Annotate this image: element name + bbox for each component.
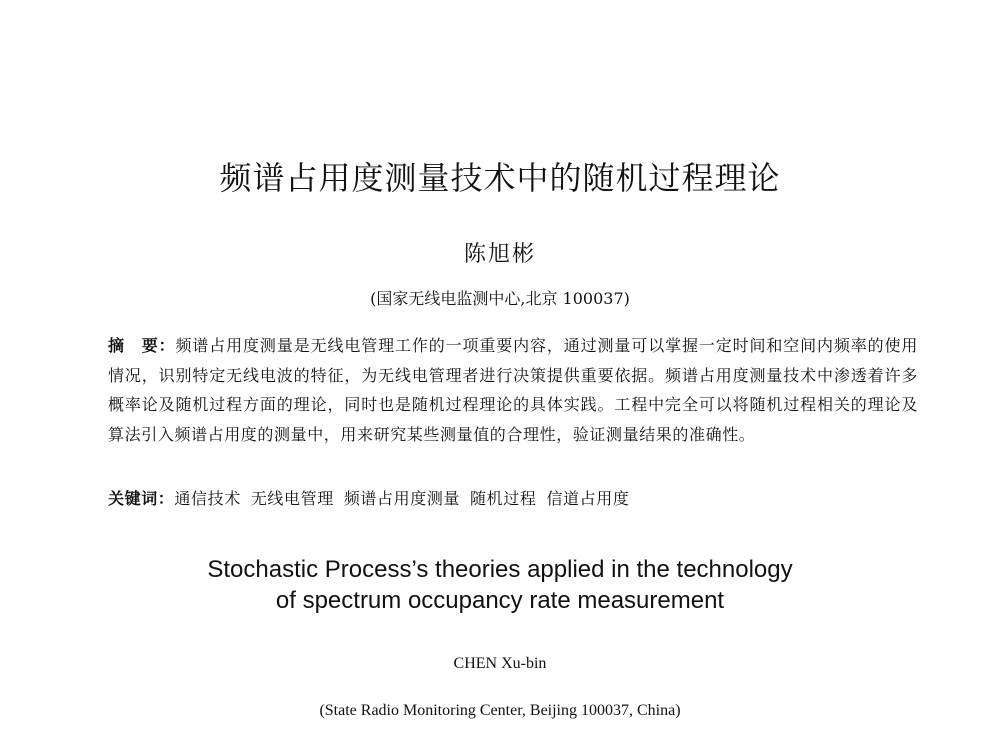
keyword-item: 随机过程: [470, 489, 537, 508]
keyword-item: 信道占用度: [546, 489, 630, 508]
keyword-item: 频谱占用度测量: [343, 489, 461, 508]
affiliation-english: (State Radio Monitoring Center, Beijing 100037, China): [319, 702, 681, 719]
keywords-label: 关键词：: [108, 489, 175, 508]
author-name-english: CHEN Xu-bin: [453, 655, 547, 672]
keywords-line: [108, 484, 918, 513]
paper-title-english: [0, 554, 1000, 616]
keyword-item: 通信技术: [174, 489, 241, 508]
abstract-label: 摘 要：: [108, 336, 176, 355]
abstract-text: 频谱占用度测量是无线电管理工作的一项重要内容，通过测量可以掌握一定时间和空间内频率的使用情况，识别特定无线电波的特征，为无线电管理者进行决策提供重要依据。频谱占用度测量技术中渗透着许多概率论及随机过程方面的理论，同时也是随机过程理论的具体实践。工程中完全可以将随机过程相关的理论及算法引入频谱占用度的测量中，用来研究某些测量值的合理性，验证测量结果的准确性。: [108, 336, 918, 444]
author-name-chinese: 陈旭彬: [463, 242, 536, 267]
paper-title-english-line2: of spectrum occupancy rate measurement: [275, 587, 725, 614]
keyword-item: 无线电管理: [250, 489, 334, 508]
paper-title-chinese: 频谱占用度测量技术中的随机过程理论: [219, 159, 781, 197]
abstract-paragraph: [108, 331, 918, 449]
paper-title-english-line1: Stochastic Process’s theories applied in the technology: [207, 556, 793, 583]
affiliation-chinese: (国家无线电监测中心,北京 100037): [370, 289, 630, 308]
